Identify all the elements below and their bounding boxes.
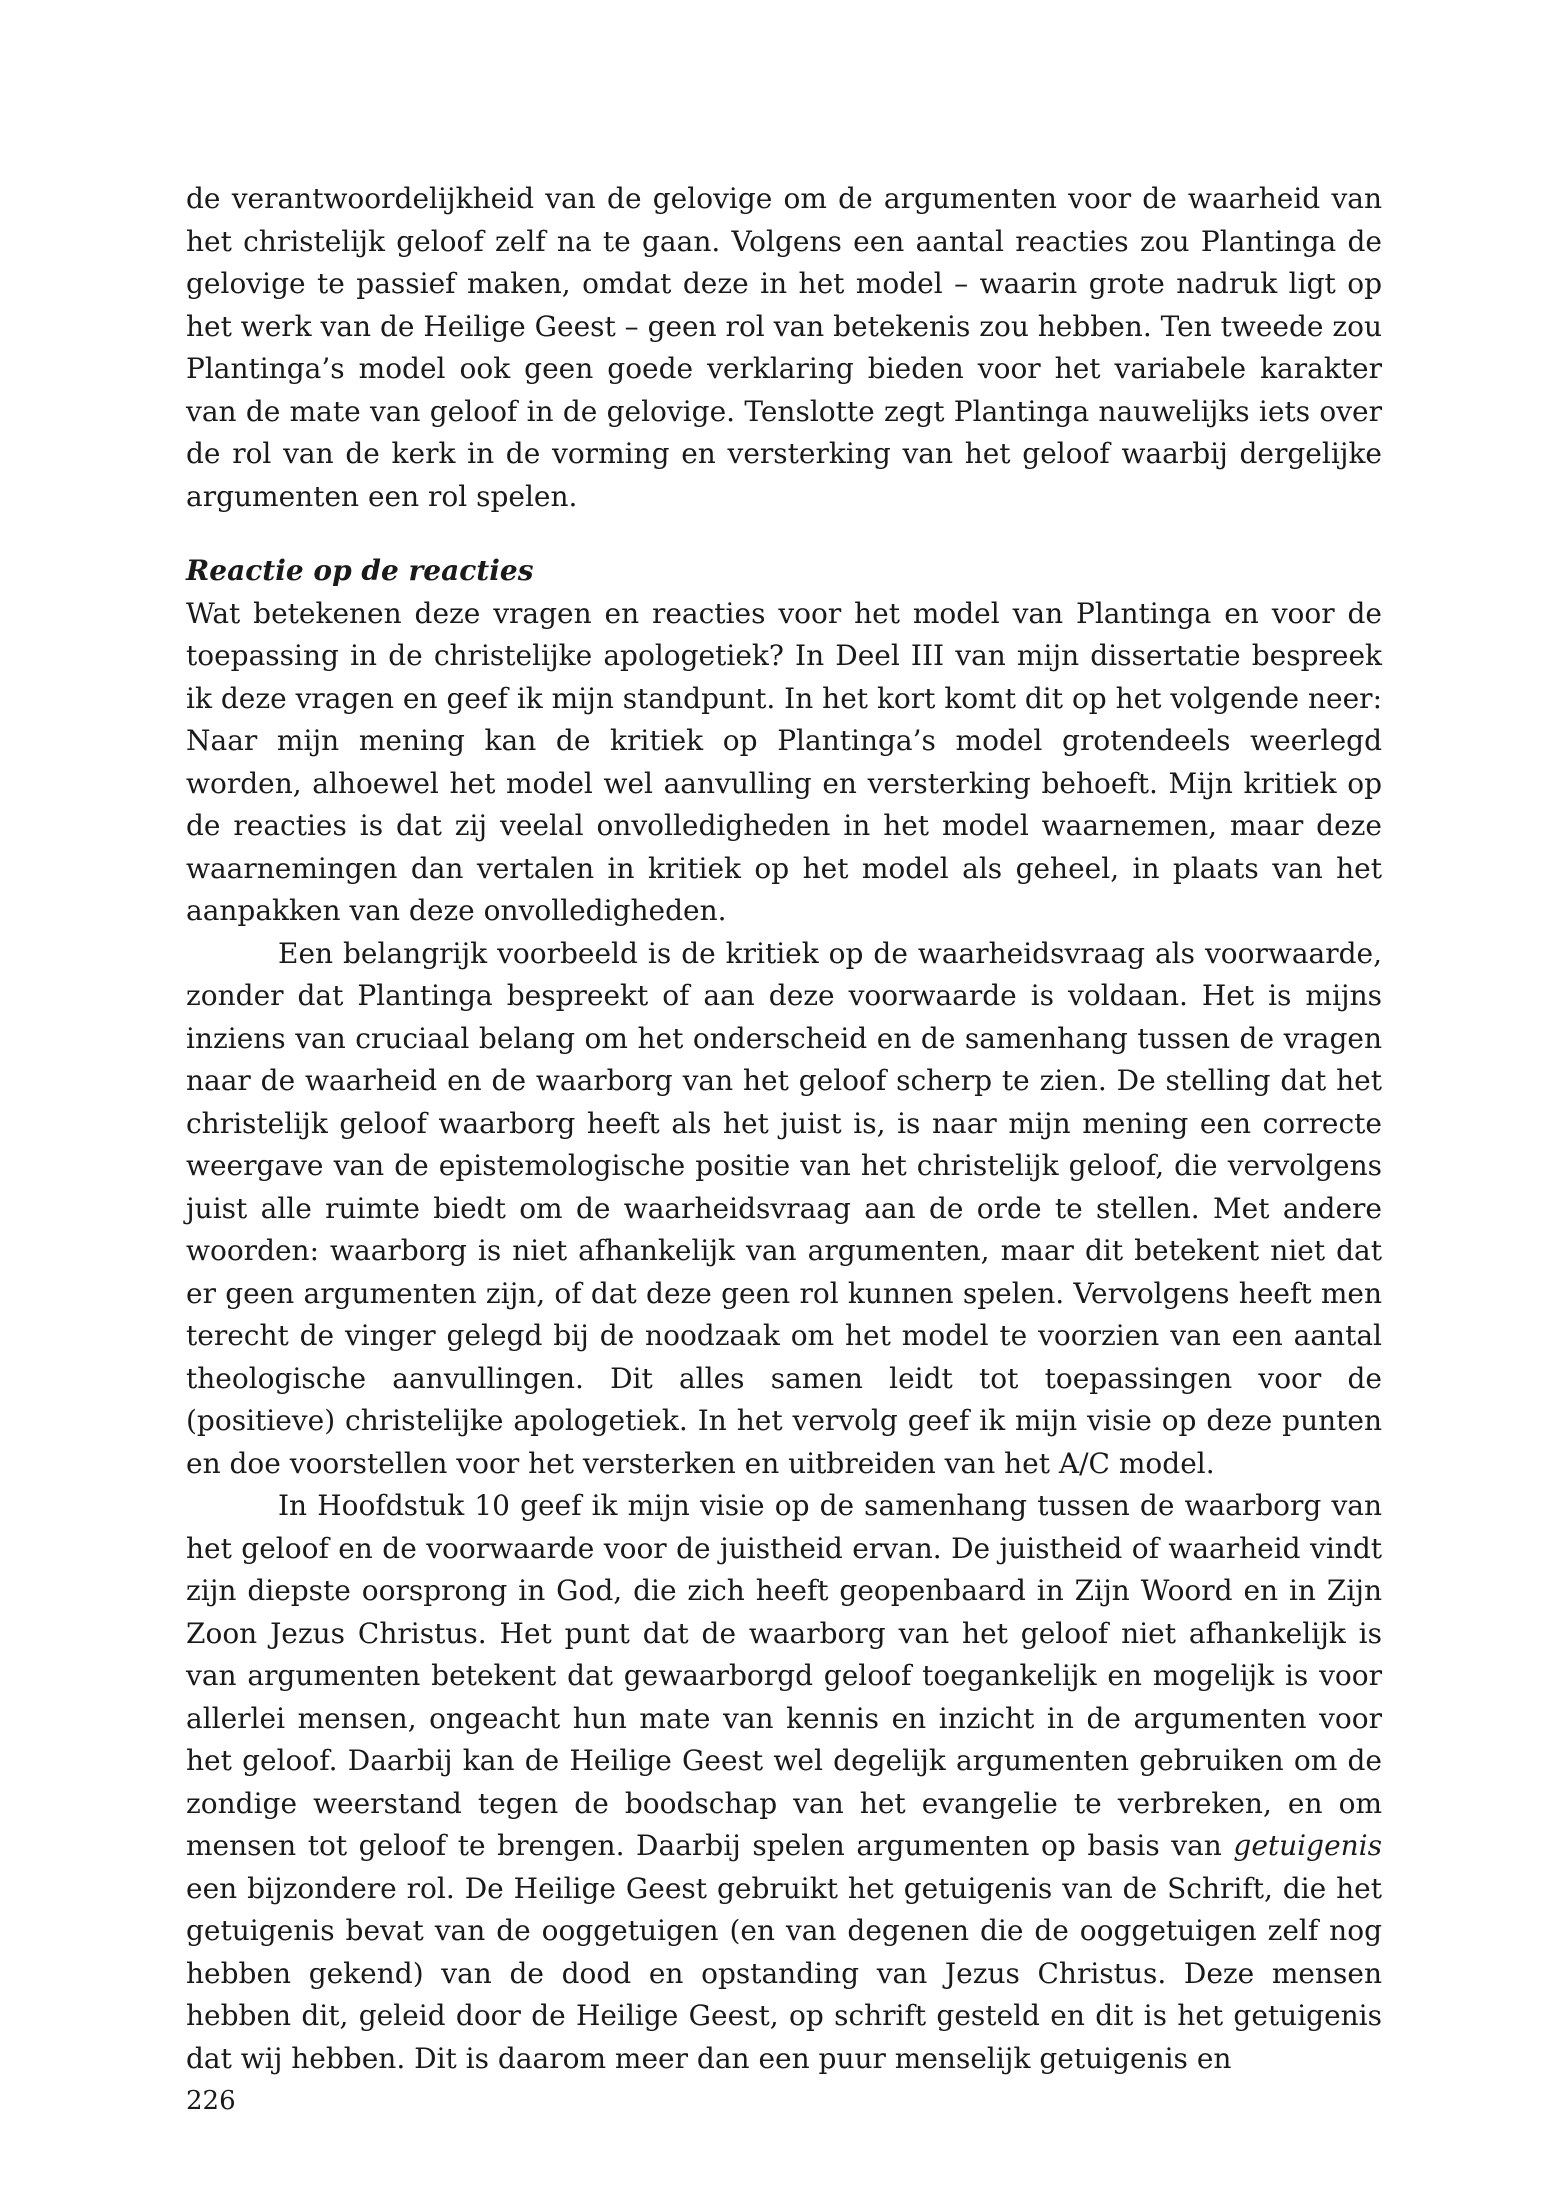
page-number: 226 <box>186 2086 236 2116</box>
paragraph-4 <box>186 1485 1382 2080</box>
paragraph-3: Een belangrijk voorbeeld is de kritiek op de waarheidsvraag als voorwaarde, zonder dat Plantinga bespreekt of aan deze voorwaarde is voldaan. Het is mijns inziens van cruciaal belang om het onderscheid en de samenhang tussen de vragen naar de waarheid en de waarborg van het geloof scherp te zien. De stelling dat het christelijk geloof waarborg heeft als het juist is, is naar mijn mening een correcte weergave van de epistemologische positie van het christelijk geloof, die vervolgens juist alle ruimte biedt om de waarheidsvraag aan de orde te stellen. Met andere woorden: waarborg is niet afhankelijk van argumenten, maar dit betekent niet dat er geen argumenten zijn, of dat deze geen rol kunnen spelen. Vervolgens heeft men terecht de vinger gelegd bij de noodzaak om het model te voorzien van een aantal theologische aanvullingen. Dit alles samen leidt tot toepassingen voor de (positieve) christelijke apologetiek. In het vervolg geef ik mijn visie op deze punten en doe voorstellen voor het versterken en uitbreiden van het A/C model. <box>186 936 1382 1480</box>
paragraph-2: Wat betekenen deze vragen en reacties voor het model van Plantinga en voor de toepassing in de christelijke apologetiek? In Deel III van mijn dissertatie bespreek ik deze vragen en geef ik mijn standpunt. In het kort komt dit op het volgende neer: Naar mijn mening kan de kritiek op Plantinga’s model grotendeels weerlegd worden, alhoewel het model wel aanvulling en versterking behoeft. Mijn kritiek op de reacties is dat zij veelal onvolledigheden in het model waarnemen, maar deze waarnemingen dan vertalen in kritiek op het model als geheel, in plaats van het aanpakken van deze onvolledigheden. <box>186 596 1382 927</box>
paragraph-4-text-end: een bijzondere rol. De Heilige Geest gebruikt het getuigenis van de Schrift, die het getuigenis bevat van de ooggetuigen (en van degenen die de ooggetuigen zelf nog hebben gekend) van de dood en opstanding van Jezus Christus. Deze mensen hebben dit, geleid door de Heilige Geest, op schrift gesteld en dit is het getuigenis dat wij hebben. Dit is daarom meer dan een puur menselijk getuigenis en <box>186 1871 1382 2075</box>
paragraph-1: de verantwoordelijkheid van de gelovige om de argumenten voor de waarheid van het christelijk geloof zelf na te gaan. Volgens een aantal reacties zou Plantinga de gelovige te passief maken, omdat deze in het model – waarin grote nadruk ligt op het werk van de Heilige Geest – geen rol van betekenis zou hebben. Ten tweede zou Plantinga’s model ook geen goede verklaring bieden voor het variabele karakter van de mate van geloof in de gelovige. Tenslotte zegt Plantinga nauwelijks iets over de rol van de kerk in de vorming en versterking van het geloof waarbij dergelijke argumenten een rol spelen. <box>186 182 1383 513</box>
paragraph-4-emphasis: getuigenis <box>1233 1829 1382 1862</box>
page-body <box>186 178 1382 2080</box>
section-heading: Reactie op de reacties <box>186 554 534 587</box>
paragraph-4-text-start: In Hoofdstuk 10 geef ik mijn visie op de samenhang tussen de waarborg van het geloof en de voorwaarde voor de juistheid ervan. De juistheid of waarheid vindt zijn diepste oorsprong in God, die zich heeft geopenbaard in Zijn Woord en in Zijn Zoon Jezus Christus. Het punt dat de waarborg van het geloof niet afhankelijk is van argumenten betekent dat gewaarborgd geloof toegankelijk en mogelijk is voor allerlei mensen, ongeacht hun mate van kennis en inzicht in de argumenten voor het geloof. Daarbij kan de Heilige Geest wel degelijk argumenten gebruiken om de zondige weerstand tegen de boodschap van het evangelie te verbreken, en om mensen tot geloof te brengen. Daarbij spelen argumenten op basis van <box>186 1489 1382 1862</box>
